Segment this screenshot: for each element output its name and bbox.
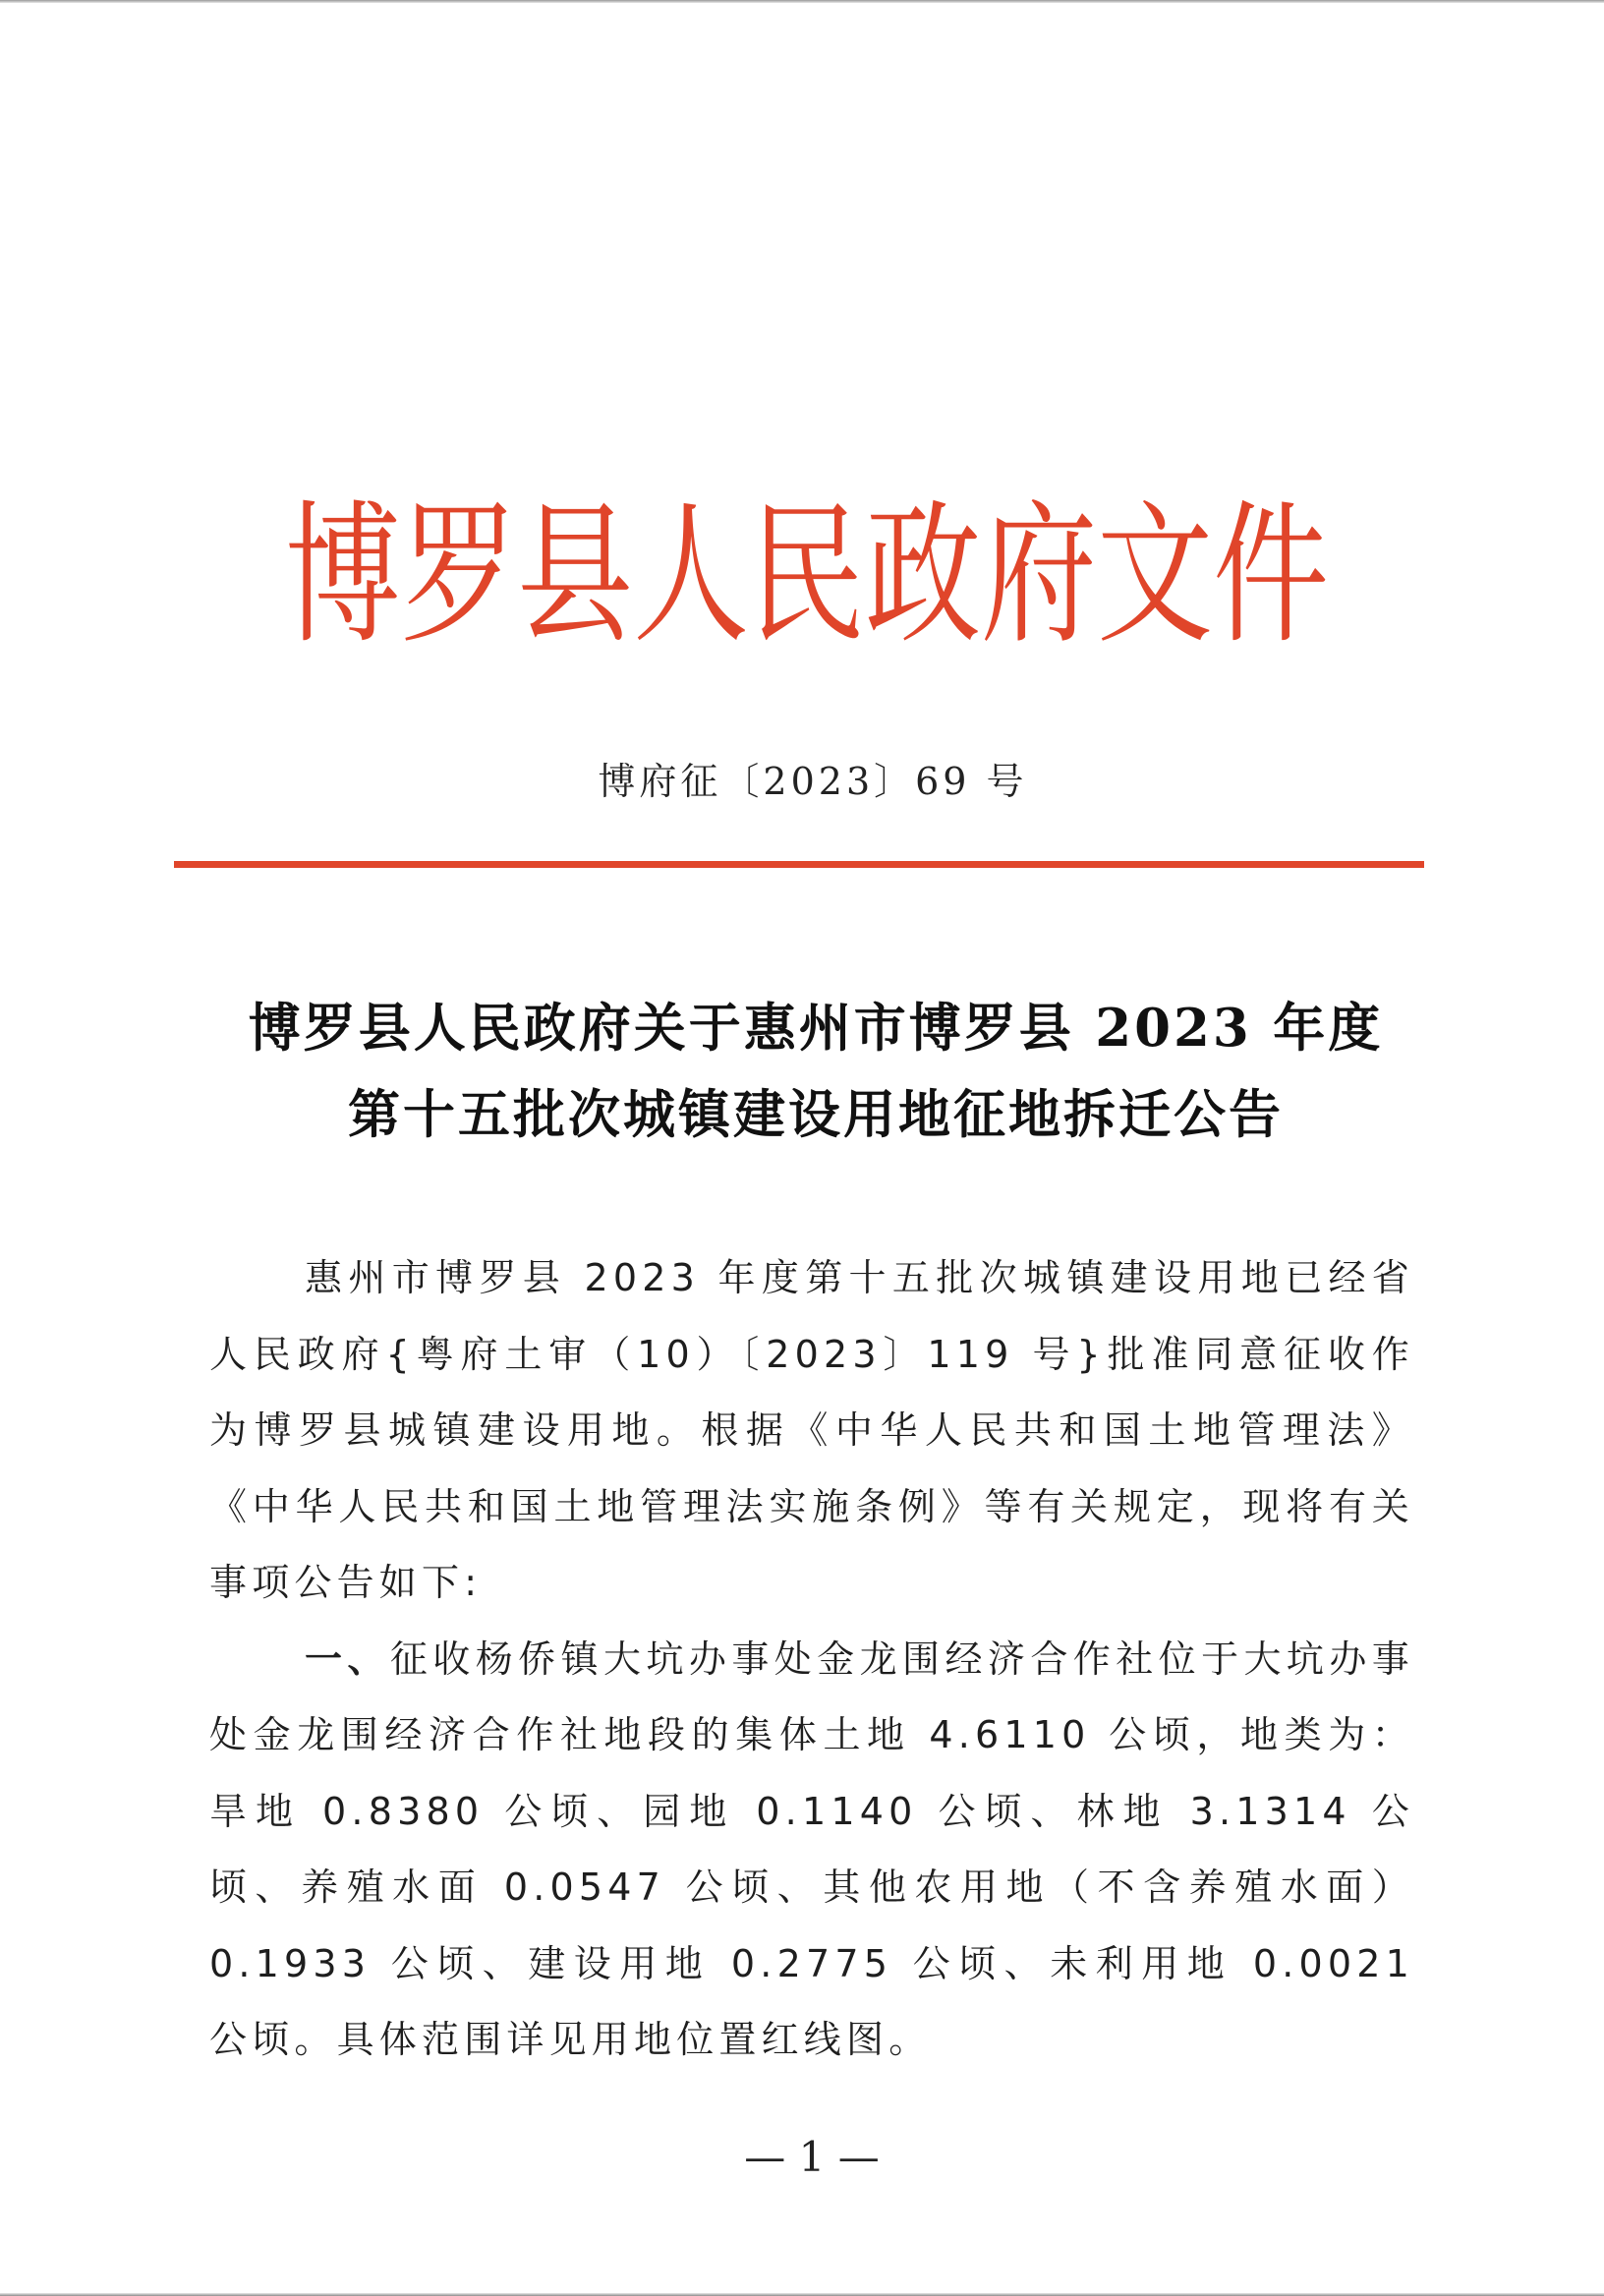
body-paragraph-item-1 (209, 1622, 1414, 2079)
notice-title (177, 985, 1455, 1158)
header-char: 博 (285, 485, 402, 665)
header-char: 罗 (401, 485, 518, 665)
body-paragraph-intro: 惠州市博罗县 2023 年度第十五批次城镇建设用地已经省人民政府{粤府土审（10）〔2023〕119 号}批准同意征收作为博罗县城镇建设用地。根据《中华人民共和国土地管理法》《中华人民共和国土地管理法实施条例》等有关规定，现将有关事项公告如下: (209, 1256, 1414, 1604)
red-separator-rule (174, 861, 1424, 868)
header-char: 人 (633, 485, 750, 665)
item-number: 一、 (305, 1636, 390, 1681)
item-text: 征收杨侨镇大坑办事处金龙围经济合作社位于大坑办事处金龙围经济合作社地段的集体土地 4.6110 公顷，地类为：旱地 0.8380 公顷、园地 0.1140 公顷、林地 3.1314 公顷、养殖水面 0.0547 公顷、其他农用地（不含养殖水面）0.1933 公顷、建设用地 0.2775 公顷、未利用地 0.0021 公顷。具体范围详见用地位置红线图。 (209, 1636, 1414, 2061)
notice-title-line-1: 博罗县人民政府关于惠州市博罗县 2023 年度 (248, 998, 1384, 1059)
header-char: 件 (1213, 485, 1330, 665)
header-char: 政 (865, 485, 982, 665)
issuer-red-header (285, 485, 1330, 665)
document-number: 博府征〔2023〕69 号 (598, 760, 1028, 803)
notice-title-line-2: 第十五批次城镇建设用地征地拆迁公告 (348, 1084, 1284, 1145)
header-char: 民 (749, 485, 866, 665)
header-char: 文 (1097, 485, 1214, 665)
header-char: 府 (981, 485, 1098, 665)
notice-body (209, 1240, 1414, 2079)
header-char: 县 (517, 485, 634, 665)
scan-edge-top (0, 0, 1604, 3)
page-number: — 1 — (744, 2133, 880, 2181)
